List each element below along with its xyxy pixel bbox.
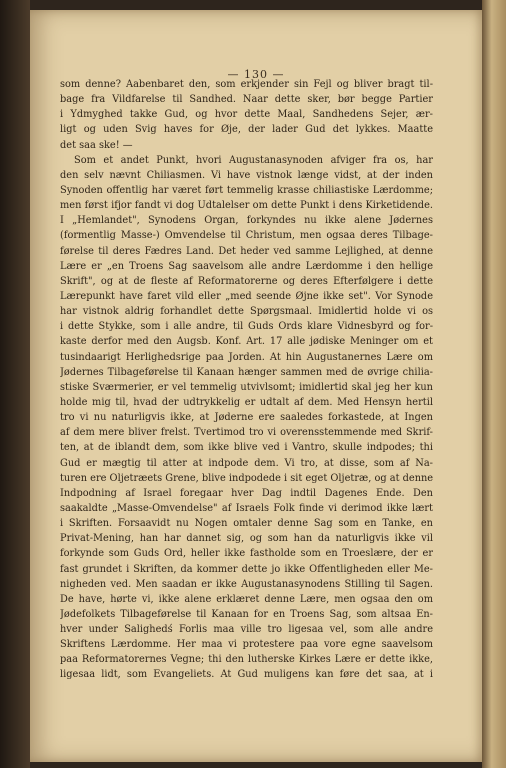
text-line: førelse til deres Fædres Land. Det heder ved samme Lejlighed, at denne [60, 245, 433, 257]
text-line: den selv nævnt Chiliasmen. Vi have vistnok længe vidst, at der inden [60, 169, 433, 181]
text-line: kaste derfor med den Augsb. Konf. Art. 17 alle jødiske Meninger om et [60, 336, 433, 348]
text-line: nigheden ved. Men saadan er ikke Augustanasynodens Stilling til Sagen. [60, 578, 433, 590]
text-line: i Skriften. Forsaavidt nu Nogen omtaler denne Sag som en Tanke, en [60, 518, 433, 530]
text-line: tusindaarigt Herlighedsrige paa Jorden. At hin Augustanernes Lære om [60, 351, 433, 363]
text-line: Lære er „en Troens Sag saavelsom alle andre Lærdomme i den hellige [60, 260, 433, 272]
body-text [60, 77, 433, 683]
text-line: men først ifjor fandt vi dog Udtalelser om dette Punkt i dens Kirketidende. [60, 200, 433, 212]
text-line: ligesaa lidt, som Evangeliets. At Gud muligens kan føre det saa, at i [60, 669, 433, 681]
text-line: Privat-Mening, han har dannet sig, og som han da naturligvis ikke vil [60, 533, 433, 545]
text-line: Synoden offentlig har været ført temmelig krasse chiliastiske Lærdomme; [60, 184, 433, 196]
text-line: Indpodning af Israel foregaar hver Dag indtil Dagenes Ende. Den [60, 487, 433, 499]
text-line: Jødefolkets Tilbageførelse til Kanaan for en Troens Sag, som altsaa En- [60, 608, 433, 620]
text-line: paa Reformatorernes Vegne; thi den lutherske Kirkes Lære er dette ikke, [60, 654, 433, 666]
text-line: Jødernes Tilbageførelse til Kanaan hænger sammen med de øvrige chilia- [60, 366, 433, 378]
text-line: (formentlig Masse-) Omvendelse til Christum, men ogsaa deres Tilbage- [60, 230, 433, 242]
text-line: af dem mere bliver frelst. Tvertimod tro vi overensstemmende med Skrif- [60, 427, 433, 439]
text-line: i Ydmyghed takke Gud, og hvor dette Maal, Sandhedens Sejer, ær- [60, 109, 433, 121]
text-line: Skrift", og at de fleste af Reformatorerne og deres Efterfølgere i dette [60, 275, 433, 287]
text-line: Som et andet Punkt, hvori Augustanasynoden afviger fra os, har [74, 154, 433, 166]
text-line: i dette Stykke, som i alle andre, til Guds Ords klare Vidnesbyrd og for- [60, 321, 433, 333]
book-spine-shadow [0, 0, 30, 768]
text-line: har vistnok aldrig forhandlet dette Spørgsmaal. Imidlertid holde vi os [60, 306, 433, 318]
text-line: Skriftens Lærdomme. Her maa vi protestere paa vore egne saavelsom [60, 639, 433, 651]
text-line: stiske Sværmerier, er vel temmelig utvivlsomt; imidlertid skal jeg her kun [60, 381, 433, 393]
text-line: tro vi nu naturligvis ikke, at Jøderne ere saaledes forkastede, at Ingen [60, 412, 433, 424]
text-line: forkynde som Guds Ord, heller ikke fastholde som en Troeslære, der er [60, 548, 433, 560]
text-line: I „Hemlandet", Synodens Organ, forkyndes nu ikke alene Jødernes [60, 215, 433, 227]
text-line: det saa ske! — [60, 139, 133, 151]
text-line: ligt og uden Svig haves for Øje, der lader Gud det lykkes. Maatte [60, 124, 433, 136]
text-line: holde mig til, hvad der udtrykkelig er udtalt af dem. Med Hensyn hertil [60, 396, 433, 408]
text-line: bage fra Vildfarelse til Sandhed. Naar dette sker, bør begge Partier [60, 94, 433, 106]
text-line: som denne? Aabenbaret den, som erkjender sin Fejl og bliver bragt til- [60, 79, 433, 90]
text-line: fast grundet i Skriften, da kommer dette jo ikke Offentligheden eller Me- [60, 563, 433, 575]
text-line: Gud er mægtig til atter at indpode dem. Vi tro, at disse, som af Na- [60, 457, 433, 469]
page-number: — 130 — [227, 68, 285, 81]
next-page-edge [482, 0, 506, 768]
text-line: ten, at de iblandt dem, som ikke blive ved i Vantro, skulle indpodes; thi [60, 442, 433, 454]
text-line: hver under Salighedś Forlis maa ville tro ligesaa vel, som alle andre [60, 624, 433, 636]
text-line: Lærepunkt have faret vild eller „med seende Øjne ikke set". Vor Synode [60, 290, 433, 302]
text-line: De have, hørte vi, ikke alene erklæret denne Lære, men ogsaa den om [60, 593, 433, 605]
text-line: turen ere Oljetræets Grene, blive indpodede i sit eget Oljetræ, og at denne [60, 472, 433, 484]
text-line: saakaldte „Masse-Omvendelse" af Israels Folk finde vi derimod ikke lært [60, 502, 433, 514]
